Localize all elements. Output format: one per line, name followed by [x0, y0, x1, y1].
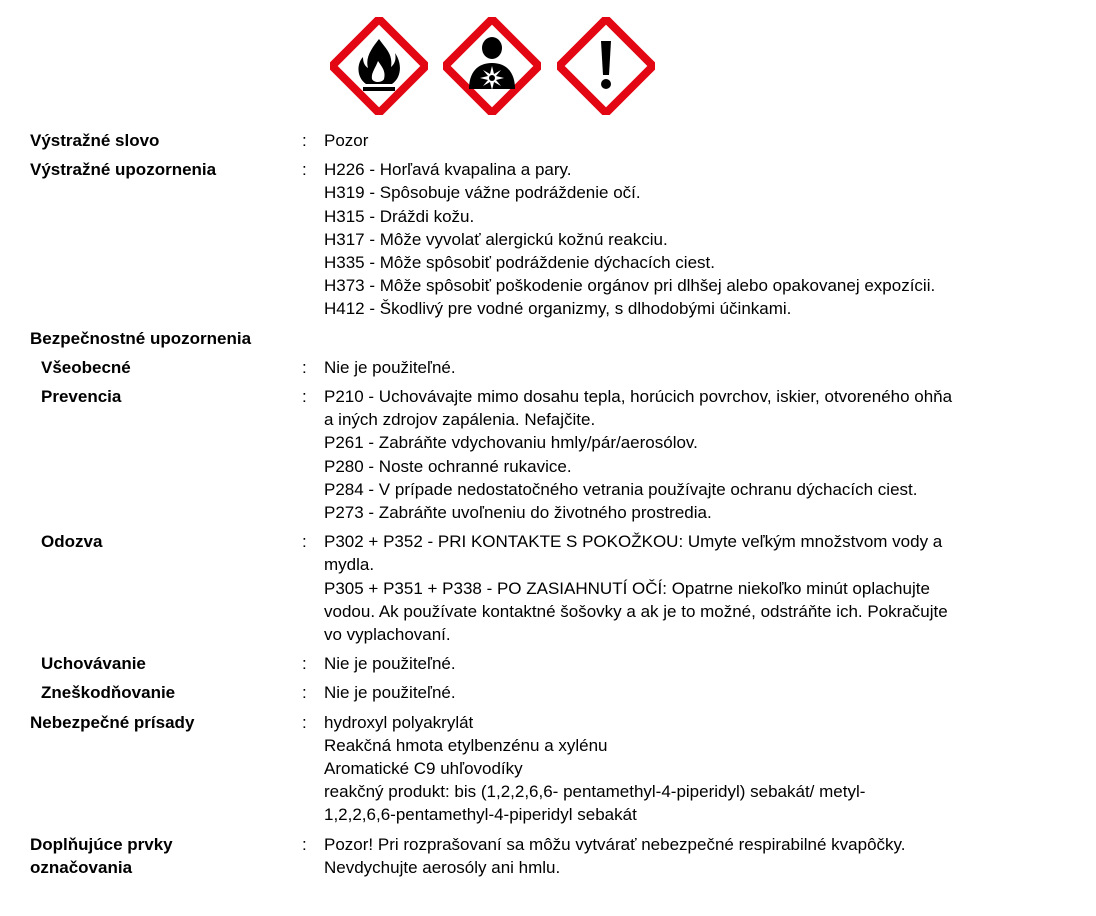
prevention-line: P273 - Zabráňte uvoľneniu do životného prostredia.	[324, 503, 712, 523]
separator: :	[302, 160, 307, 180]
disposal-value: Nie je použiteľné.	[324, 683, 456, 703]
signal-word-value: Pozor	[324, 131, 369, 150]
general-label: Všeobecné	[41, 357, 131, 377]
signal-word-row	[30, 129, 1080, 152]
separator: :	[302, 131, 307, 150]
hazard-statement: H315 - Dráždi kožu.	[324, 206, 475, 226]
hazard-statement: H319 - Spôsobuje vážne podráždenie očí.	[324, 183, 641, 203]
ingredient-line: reakčný produkt: bis (1,2,2,6,6- pentamethyl-4-piperidyl) sebakát/ metyl-	[324, 782, 866, 802]
prevention-label: Prevencia	[41, 387, 122, 407]
response-line: vo vyplachovaní.	[324, 625, 451, 645]
prevention-line: P210 - Uchovávajte mimo dosahu tepla, horúcich povrchov, iskier, otvoreného ohňa	[324, 387, 953, 407]
storage-value: Nie je použiteľné.	[324, 654, 456, 674]
hazard-statements-label: Výstražné upozornenia	[30, 160, 217, 180]
supplemental-row	[30, 833, 1080, 879]
separator: :	[302, 834, 307, 854]
supplemental-list	[324, 833, 1080, 879]
prevention-line: P280 - Noste ochranné rukavice.	[324, 456, 572, 476]
precautionary-heading: Bezpečnostné upozornenia	[30, 328, 252, 348]
prevention-list	[324, 385, 1080, 524]
precautionary-response-row	[30, 530, 1080, 646]
exclamation-mark-icon	[557, 17, 655, 115]
label-elements	[30, 129, 1080, 885]
response-list	[324, 530, 1080, 646]
storage-label: Uchovávanie	[41, 654, 146, 674]
signal-word-label: Výstražné slovo	[30, 131, 160, 150]
response-line: P302 + P352 - PRI KONTAKTE S POKOŽKOU: Umyte veľkým množstvom vody a	[324, 532, 943, 552]
precautionary-prevention-row	[30, 385, 1080, 524]
separator: :	[302, 654, 307, 674]
response-label: Odozva	[41, 532, 103, 552]
separator: :	[302, 683, 307, 703]
ingredient-line: 1,2,2,6,6-pentamethyl-4-piperidyl sebakát	[324, 805, 637, 825]
general-value: Nie je použiteľné.	[324, 357, 456, 377]
precautionary-general-row	[30, 356, 1080, 379]
hazardous-ingredients-row	[30, 711, 1080, 827]
separator: :	[302, 532, 307, 552]
hazardous-ingredients-list	[324, 711, 1080, 827]
supplemental-label-line: Doplňujúce prvky	[30, 834, 173, 854]
flame-icon	[330, 17, 428, 115]
ingredient-line: Aromatické C9 uhľovodíky	[324, 759, 523, 779]
prevention-line: P261 - Zabráňte vdychovaniu hmly/pár/aerosólov.	[324, 433, 698, 453]
separator: :	[302, 357, 307, 377]
precautionary-disposal-row	[30, 681, 1080, 704]
precautionary-storage-row	[30, 652, 1080, 675]
response-line: mydla.	[324, 555, 375, 575]
precautionary-heading-row	[30, 327, 1080, 350]
hazard-statement: H335 - Môže spôsobiť podráždenie dýchacích ciest.	[324, 253, 715, 273]
hazard-statement: H412 - Škodlivý pre vodné organizmy, s dlhodobými účinkami.	[324, 299, 792, 319]
response-line: P305 + P351 + P338 - PO ZASIAHNUTÍ OČÍ: Opatrne niekoľko minút oplachujte	[324, 578, 930, 598]
supplemental-line: Nevdychujte aerosóly ani hmlu.	[324, 857, 561, 877]
prevention-line: a iných zdrojov zapálenia. Nefajčite.	[324, 410, 596, 430]
prevention-line: P284 - V prípade nedostatočného vetrania používajte ochranu dýchacích ciest.	[324, 479, 918, 499]
hazard-statement: H317 - Môže vyvolať alergickú kožnú reakciu.	[324, 229, 668, 249]
supplemental-label-line: označovania	[30, 857, 133, 877]
supplemental-line: Pozor! Pri rozprašovaní sa môžu vytvárať nebezpečné respirabilné kvapôčky.	[324, 834, 906, 854]
ghs-pictograms	[330, 17, 660, 119]
hazard-statement: H373 - Môže spôsobiť poškodenie orgánov pri dlhšej alebo opakovanej expozícii.	[324, 276, 936, 296]
supplemental-label	[30, 833, 302, 879]
hazard-statements-list	[324, 158, 1080, 320]
hazard-statement: H226 - Horľavá kvapalina a pary.	[324, 160, 572, 180]
disposal-label: Zneškodňovanie	[41, 683, 176, 703]
ingredient-line: hydroxyl polyakrylát	[324, 712, 474, 732]
ingredient-line: Reakčná hmota etylbenzénu a xylénu	[324, 735, 608, 755]
response-line: vodou. Ak používate kontaktné šošovky a ak je to možné, odstráňte ich. Pokračujte	[324, 601, 948, 621]
hazard-statements-row	[30, 158, 1080, 320]
separator: :	[302, 387, 307, 407]
separator: :	[302, 712, 307, 732]
health-hazard-icon	[443, 17, 541, 115]
hazardous-ingredients-label: Nebezpečné prísady	[30, 712, 195, 732]
